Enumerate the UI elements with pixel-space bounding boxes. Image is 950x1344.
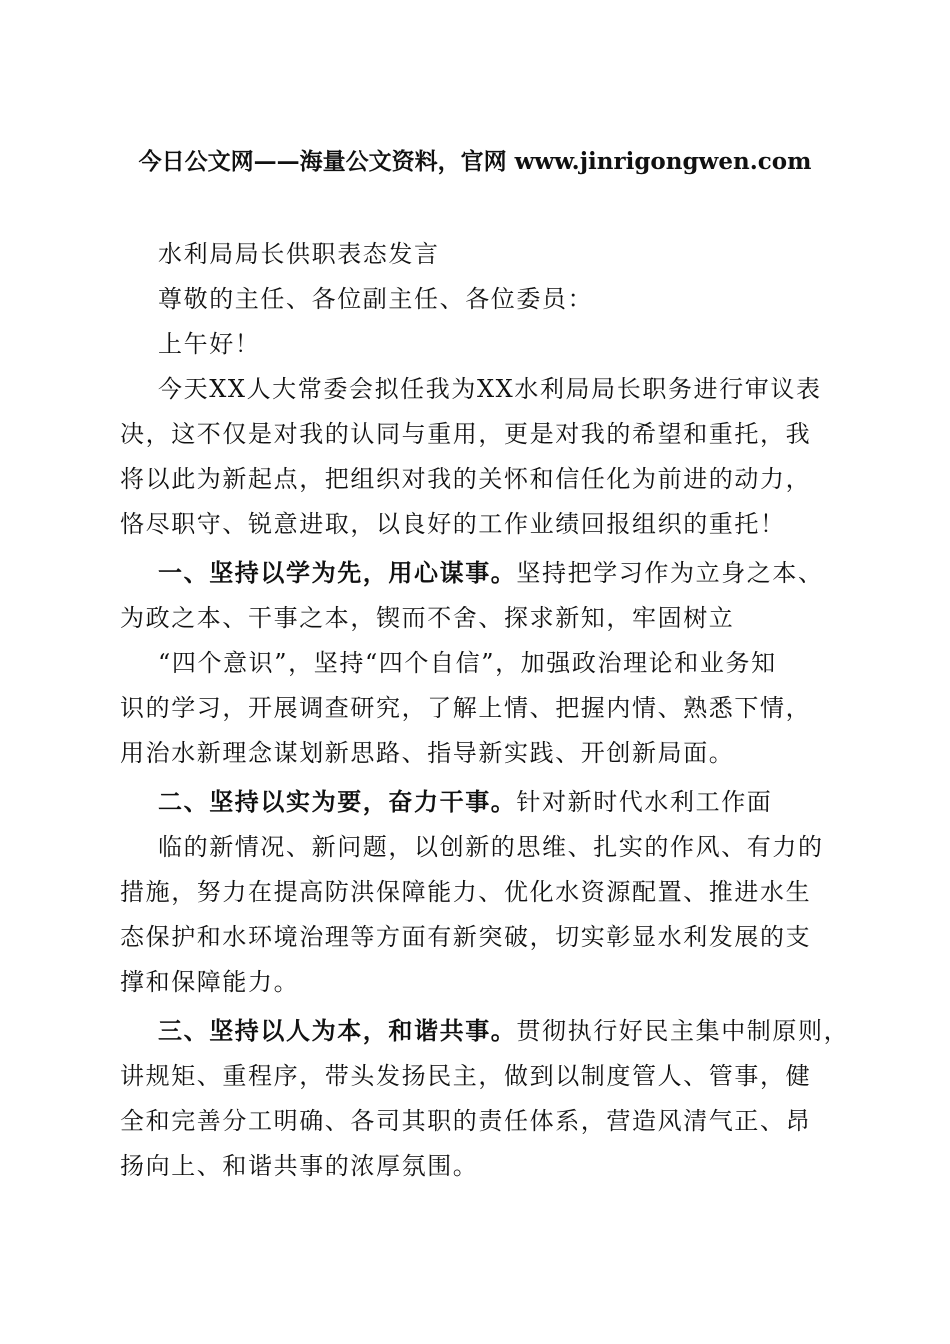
paragraph-line	[120, 780, 840, 825]
paragraph-line: 决，这不仅是对我的认同与重用，更是对我的希望和重托，我	[120, 420, 812, 448]
section-text: 贯彻执行好民主集中制原则，	[516, 1017, 850, 1045]
intro-paragraph	[120, 367, 840, 547]
paragraph-line: 临的新情况、新问题，以创新的思维、扎实的作风、有力的	[158, 833, 824, 861]
paragraph-line: 为政之本、干事之本，锲而不舍、探求新知，牢固树立	[120, 604, 735, 632]
paragraph-line: 全和完善分工明确、各司其职的责任体系，营造风清气正、昂	[120, 1107, 812, 1135]
salutation: 尊敬的主任、各位副主任、各位委员：	[158, 285, 594, 313]
greeting: 上午好！	[158, 330, 261, 358]
paragraph-line: “四个意识”，坚持“四个自信”，加强政治理论和业务知	[158, 649, 777, 677]
document-body	[120, 232, 850, 1189]
paragraph-line: 用治水新理念谋划新思路、指导新实践、开创新局面。	[120, 739, 735, 767]
document-title: 水利局局长供职表态发言	[158, 240, 440, 268]
paragraph-line: 讲规矩、重程序，带头发扬民主，做到以制度管人、管事，健	[120, 1062, 812, 1090]
section-heading: 二、坚持以实为要，奋力干事。	[158, 788, 517, 816]
paragraph-line: 撑和保障能力。	[120, 968, 300, 996]
paragraph-line: 恪尽职守、锐意进取，以良好的工作业绩回报组织的重托！	[120, 510, 786, 538]
paragraph-line: 态保护和水环境治理等方面有新突破，切实彰显水利发展的支	[120, 923, 812, 951]
section-1	[120, 551, 840, 776]
section-text: 针对新时代水利工作面	[516, 788, 773, 816]
paragraph-line: 今天XX人大常委会拟任我为XX水利局局长职务进行审议表	[158, 375, 822, 403]
paragraph-line	[120, 551, 840, 596]
paragraph-line: 扬向上、和谐共事的浓厚氛围。	[120, 1152, 479, 1180]
section-heading: 三、坚持以人为本，和谐共事。	[158, 1017, 517, 1045]
paragraph-line: 将以此为新起点，把组织对我的关怀和信任化为前进的动力，	[120, 465, 812, 493]
section-3	[120, 1009, 850, 1189]
paragraph-line	[120, 1009, 850, 1054]
section-2	[120, 780, 840, 1005]
paragraph-line: 措施，努力在提高防洪保障能力、优化水资源配置、推进水生	[120, 878, 812, 906]
site-header: 今日公文网——海量公文资料，官网 www.jinrigongwen.com	[138, 148, 812, 175]
section-heading: 一、坚持以学为先，用心谋事。	[158, 559, 517, 587]
paragraph-line: 识的学习，开展调查研究，了解上情、把握内情、熟悉下情，	[120, 694, 812, 722]
section-text: 坚持把学习作为立身之本、	[516, 559, 824, 587]
